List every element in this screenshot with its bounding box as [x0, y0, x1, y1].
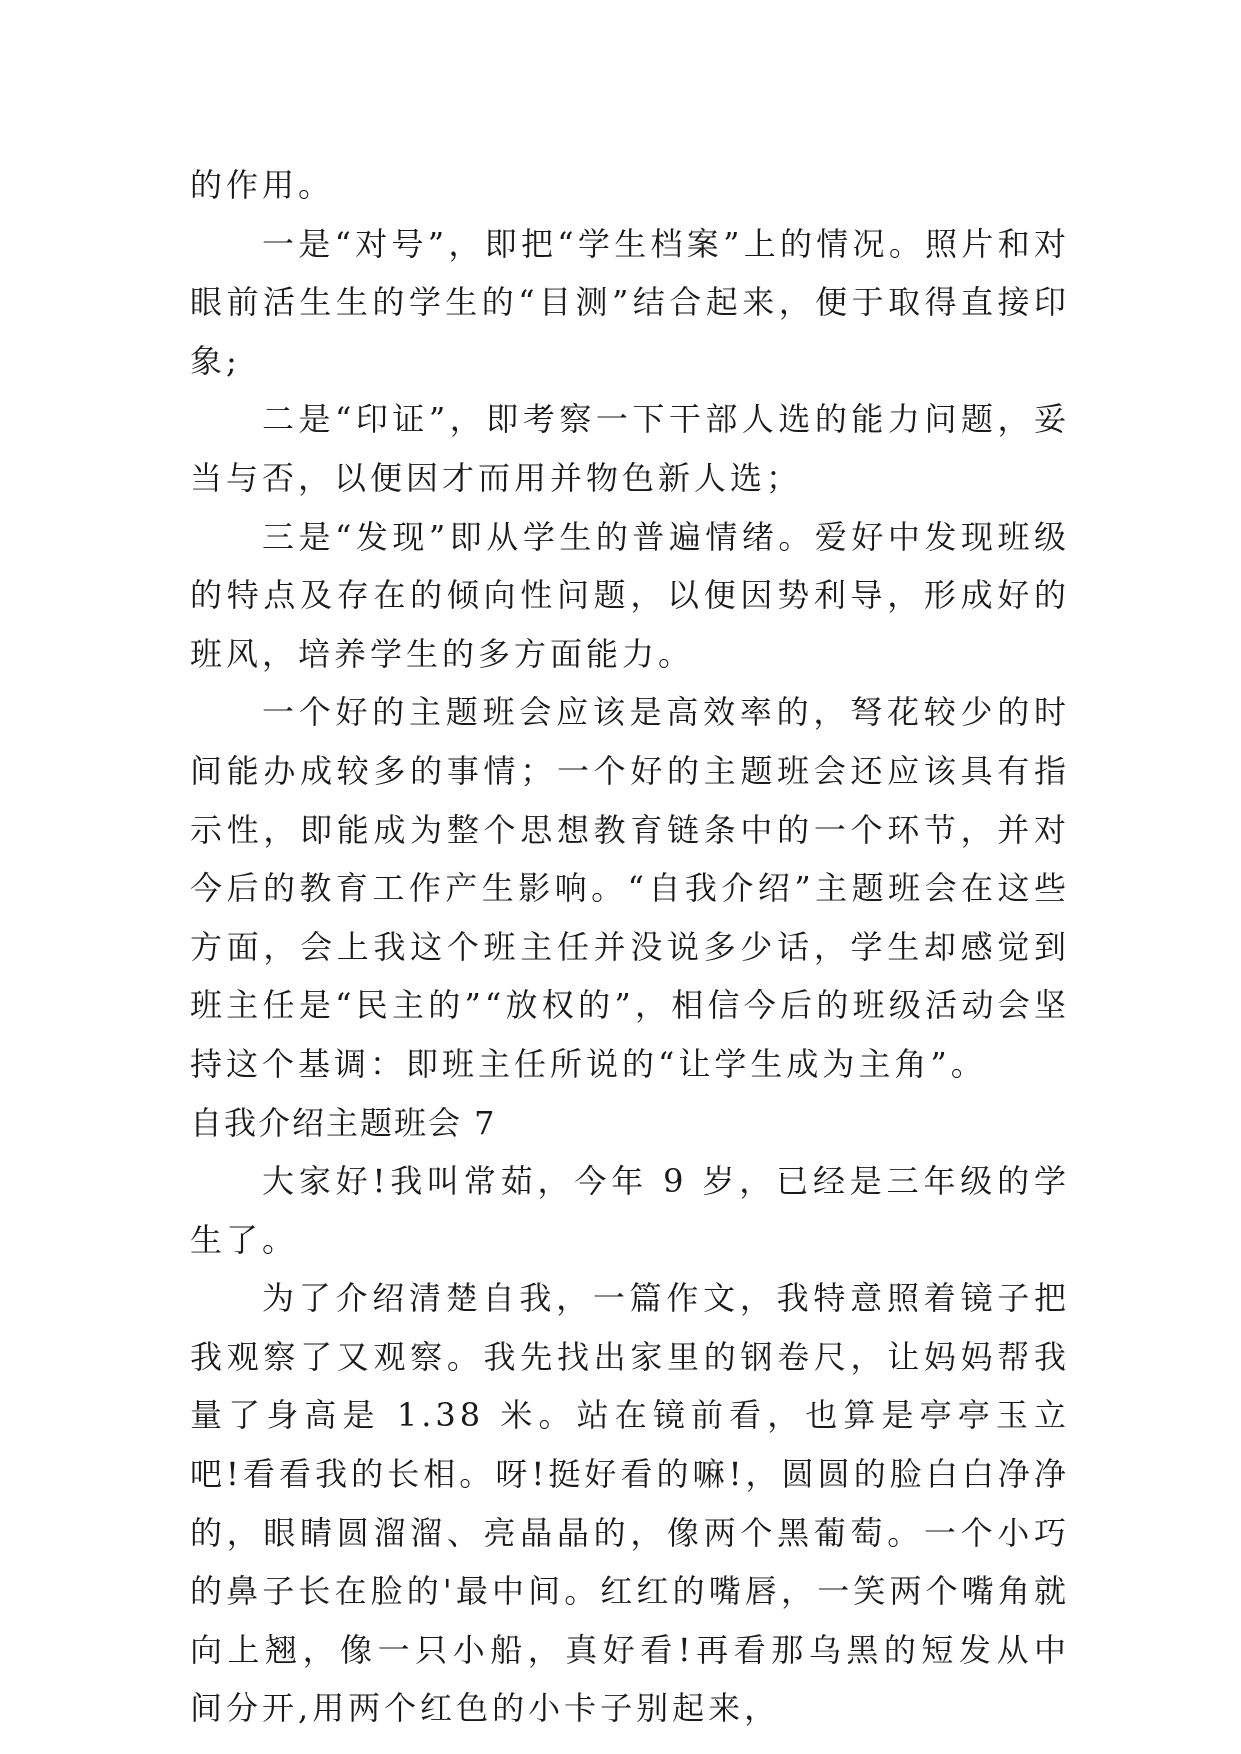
paragraph: 三是“发现”即从学生的普遍情绪。爱好中发现班级的特点及存在的倾向性问题，以便因势利导，形成好的班风，培养学生的多方面能力。 — [190, 517, 1070, 673]
paragraph: 二是“印证”，即考察一下干部人选的能力问题，妥当与否，以便因才而用并物色新人选； — [190, 400, 1070, 497]
paragraph: 为了介绍清楚自我，一篇作文，我特意照着镜子把我观察了又观察。我先找出家里的钢卷尺，让妈妈帮我量了身高是 1.38 米。站在镜前看，也算是亭亭玉立吧!看看我的长相。呀!挺好看的嘛!，圆圆的脸白白净净的，眼睛圆溜溜、亮晶晶的，像两个黑葡萄。一个小巧的鼻子长在脸的'最中间。红红的嘴唇，一笑两个嘴角就向上翘，像一只小船，真好看!再看那乌黑的短发从中间分开,用两个红色的小卡子别起来， — [190, 1279, 1070, 1728]
paragraph: 大家好!我叫常茹，今年 9 岁，已经是三年级的学生了。 — [190, 1162, 1070, 1259]
paragraph: 一个好的主题班会应该是高效率的，弩花较少的时间能办成较多的事情；一个好的主题班会还应该具有指示性，即能成为整个思想教育链条中的一个环节，并对今后的教育工作产生影响。“自我介绍”主题班会在这些方面，会上我这个班主任并没说多少话，学生却感觉到班主任是“民主的”“放权的”，相信今后的班级活动会坚持这个基调：即班主任所说的“让学生成为主角”。 — [190, 693, 1070, 1083]
paragraph: 一是“对号”，即把“学生档案”上的情况。照片和对眼前活生生的学生的“目测”结合起来，便于取得直接印象; — [190, 224, 1070, 380]
section-title: 自我介绍主题班会 7 — [190, 1103, 497, 1142]
paragraph: 的作用。 — [190, 166, 335, 204]
document-body — [190, 156, 1070, 1738]
